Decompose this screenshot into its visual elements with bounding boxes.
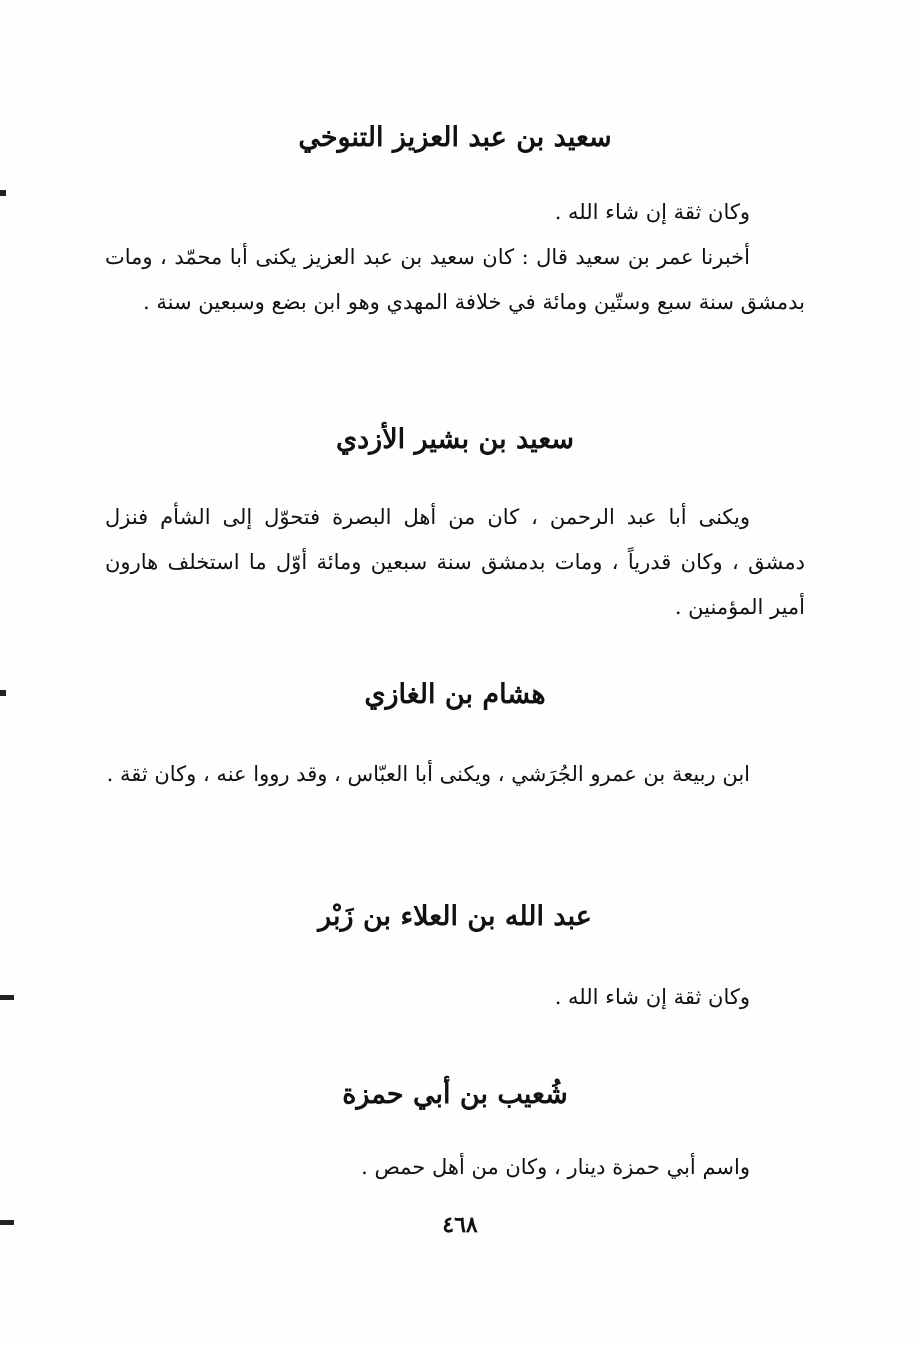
scan-edge-mark [0,995,14,1000]
paragraph: واسم أبي حمزة دينار ، وكان من أهل حمص . [361,1155,750,1179]
entry-body-hisham-bin-al-ghazi [105,752,805,797]
paragraph: وكان ثقة إن شاء الله . [554,985,750,1009]
entry-heading-abdullah-bin-al-ala: عبد الله بن العلاء بن زَبْر [318,901,592,932]
entry-heading-shuayb-bin-abi-hamza: شُعيب بن أبي حمزة [342,1079,568,1110]
entry-heading-said-bin-bashir: سعيد بن بشير الأزدي [336,424,574,455]
scan-edge-mark [0,690,6,696]
entry-heading-hisham-bin-al-ghazi: هشام بن الغازي [364,679,546,710]
entry-heading-said-bin-abd-al-aziz: سعيد بن عبد العزيز التنوخي [298,122,612,153]
paragraph: ابن ربيعة بن عمرو الجُرَشي ، ويكنى أبا العبّاس ، وقد رووا عنه ، وكان ثقة . [106,762,750,786]
entry-body-said-bin-abd-al-aziz [105,190,805,325]
scan-edge-mark [0,190,6,196]
scan-edge-mark [0,1220,14,1225]
entry-body-abdullah-bin-al-ala [105,975,805,1020]
paragraph: وكان ثقة إن شاء الله . [554,200,750,224]
entry-body-shuayb-bin-abi-hamza [105,1145,805,1190]
entry-body-said-bin-bashir [105,495,805,630]
page-number: ٤٦٨ [442,1212,478,1238]
paragraph: ويكنى أبا عبد الرحمن ، كان من أهل البصرة فتحوّل إلى الشأم فنزل دمشق ، وكان قدرياً ، ومات بدمشق سنة سبعين ومائة أوّل ما استخلف هارون أمير المؤمنين . [105,505,805,619]
paragraph: أخبرنا عمر بن سعيد قال : كان سعيد بن عبد العزيز يكنى أبا محمّد ، ومات بدمشق سنة سبع وستّين ومائة في خلافة المهدي وهو ابن بضع وسبعين سنة . [105,245,805,314]
